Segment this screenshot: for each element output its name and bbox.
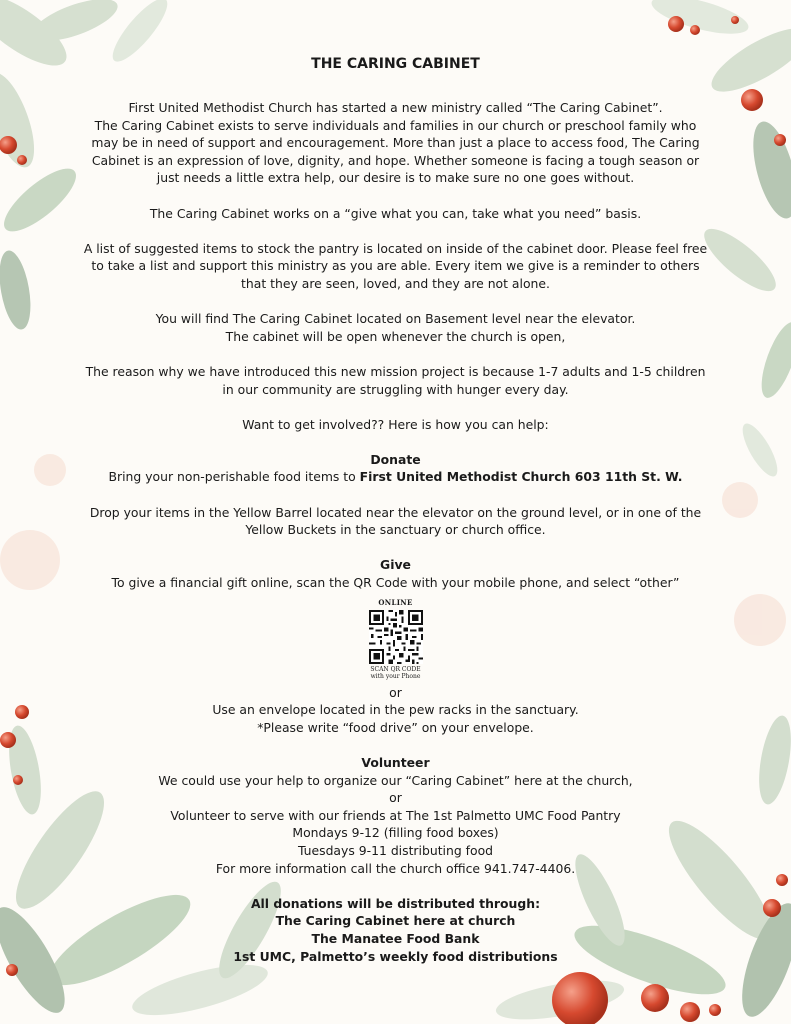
intro-line: The Caring Cabinet exists to serve individuals and families in our church or preschool family who [94, 117, 697, 133]
donate-line [40, 468, 751, 486]
church-address: First United Methodist Church 603 11th St. W. [359, 469, 683, 485]
reason-line: The reason why we have introduced this new mission project is because 1-7 adults and 1-5 children [85, 363, 706, 379]
closing-line: The Caring Cabinet here at church [275, 913, 516, 929]
qr-online-label: ONLINE [378, 597, 413, 607]
qr-scan-label: SCAN QR CODE [370, 665, 421, 673]
closing-line: The Manatee Food Bank [311, 930, 480, 946]
location-line: You will find The Caring Cabinet located on Basement level near the elevator. [155, 311, 636, 327]
location-paragraph [40, 310, 751, 345]
get-involved-text: Want to get involved?? Here is how you can help: [242, 416, 549, 432]
donate-heading: Donate [370, 451, 421, 467]
volunteer-line: Volunteer to serve with our friends at The 1st Palmetto UMC Food Pantry [170, 807, 621, 823]
list-paragraph [40, 240, 751, 293]
drop-line: Yellow Buckets in the sanctuary or church office. [245, 522, 546, 538]
volunteer-heading: Volunteer [361, 755, 430, 770]
intro-line: Cabinet is an expression of love, dignity, and hope. Whether someone is facing a tough season or [91, 152, 700, 168]
volunteer-line: We could use your help to organize our “Caring Cabinet” here at the church, [158, 772, 633, 788]
list-line: to take a list and support this ministry as you are able. Every item we give is a reminder to others [91, 258, 700, 274]
contact-phone-line: For more information call the church office 941.747-4406. [215, 860, 576, 876]
intro-line: may be in need of support and encouragement. More than just a place to access food, The Caring [91, 135, 700, 151]
qr-code-block[interactable] [356, 598, 436, 680]
donate-section [40, 451, 751, 539]
volunteer-line: Tuesdays 9-11 distributing food [297, 842, 494, 858]
volunteer-section [40, 754, 751, 877]
intro-line: First United Methodist Church has started a new ministry called “The Caring Cabinet”. [128, 100, 663, 115]
envelope-line: Use an envelope located in the pew racks in the sanctuary. [212, 702, 579, 718]
volunteer-or-text: or [389, 790, 402, 806]
intro-paragraph [40, 99, 751, 187]
give-heading: Give [380, 557, 411, 573]
reason-paragraph [40, 363, 751, 398]
reason-line: in our community are struggling with hunger every day. [222, 381, 569, 397]
flyer-content [40, 54, 751, 965]
qr-phone-label: with your Phone [370, 672, 421, 680]
give-section [40, 556, 751, 736]
envelope-note: *Please write “food drive” on your envelope. [257, 719, 534, 735]
donate-line-prefix: Bring your non-perishable food items to [108, 469, 360, 485]
closing-line: All donations will be distributed through: [250, 895, 541, 911]
closing-line: 1st UMC, Palmetto’s weekly food distributions [233, 948, 558, 964]
give-line: To give a financial gift online, scan the QR Code with your mobile phone, and select “other” [111, 575, 680, 591]
list-line: A list of suggested items to stock the pantry is located on inside of the cabinet door. Please feel free [83, 240, 708, 256]
location-line: The cabinet will be open whenever the church is open, [225, 328, 566, 344]
closing-section [40, 895, 751, 965]
basis-paragraph: The Caring Cabinet works on a “give what you can, take what you need” basis. [149, 205, 642, 221]
qr-code-icon[interactable] [369, 610, 423, 664]
page-title: THE CARING CABINET [311, 56, 480, 72]
drop-line: Drop your items in the Yellow Barrel located near the elevator on the ground level, or in one of the [89, 504, 702, 520]
intro-line: just needs a little extra help, our desire is to make sure no one goes without. [156, 170, 635, 186]
list-line: that they are seen, loved, and they are not alone. [241, 275, 550, 291]
give-or-text: or [389, 684, 402, 700]
volunteer-line: Mondays 9-12 (filling food boxes) [292, 825, 499, 841]
